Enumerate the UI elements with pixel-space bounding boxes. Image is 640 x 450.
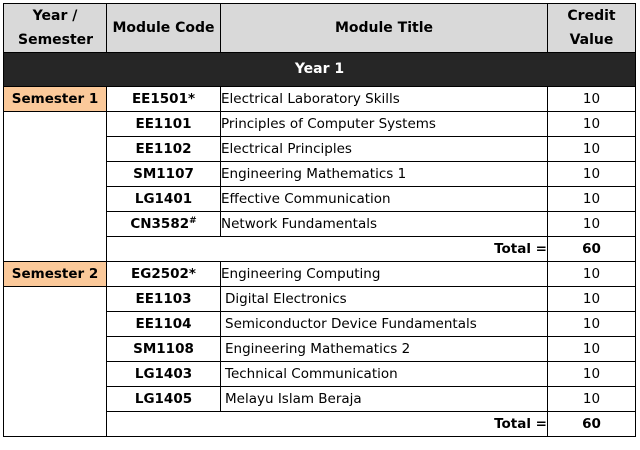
table-row [4,262,636,287]
year-row [4,53,636,87]
year-label: Year 1 [4,53,636,87]
module-title: Effective Communication [221,187,548,212]
total-label: Total = [107,412,548,437]
module-title: Network Fundamentals [221,212,548,237]
module-credit: 10 [548,262,636,287]
semester-label: Semester 1 [4,87,107,112]
module-title: Electrical Laboratory Skills [221,87,548,112]
total-value: 60 [548,237,636,262]
module-code-mark: * [187,91,196,107]
module-code: EE1103 [107,287,221,312]
module-code: LG1401 [107,187,221,212]
table-header-row [4,4,636,53]
table-row [4,112,636,137]
module-code: SM1108 [107,337,221,362]
module-credit: 10 [548,337,636,362]
module-code: LG1405 [107,387,221,412]
module-title: Principles of Computer Systems [221,112,548,137]
module-code-text: EE1501 [131,91,188,107]
module-code: EE1102 [107,137,221,162]
module-credit: 10 [548,287,636,312]
module-credit: 10 [548,187,636,212]
module-credit: 10 [548,312,636,337]
module-credit: 10 [548,362,636,387]
header-credit-value: Credit Value [548,4,636,53]
module-code [107,212,221,237]
module-credit: 10 [548,112,636,137]
module-title: Technical Communication [221,362,548,387]
semester-label: Semester 2 [4,262,107,287]
module-table [3,3,636,437]
module-code: EE1101 [107,112,221,137]
module-title: Engineering Mathematics 1 [221,162,548,187]
total-value: 60 [548,412,636,437]
semester-spacer [4,112,107,262]
semester-spacer [4,287,107,437]
module-credit: 10 [548,87,636,112]
module-code-text: CN3582 [130,216,190,232]
module-code: LG1403 [107,362,221,387]
module-code-text: EG2502 [131,266,189,282]
table-row [4,287,636,312]
module-code: EE1104 [107,312,221,337]
module-credit: 10 [548,387,636,412]
module-code [107,262,221,287]
table-row [4,87,636,112]
module-credit: 10 [548,162,636,187]
module-title: Melayu Islam Beraja [221,387,548,412]
module-title: Electrical Principles [221,137,548,162]
module-title: Engineering Computing [221,262,548,287]
module-credit: 10 [548,212,636,237]
module-title: Engineering Mathematics 2 [221,337,548,362]
module-code-mark: * [188,266,196,282]
header-year-semester: Year / Semester [4,4,107,53]
module-title: Digital Electronics [221,287,548,312]
module-code: SM1107 [107,162,221,187]
module-code-mark: # [189,216,197,226]
module-title: Semiconductor Device Fundamentals [221,312,548,337]
total-label: Total = [107,237,548,262]
module-credit: 10 [548,137,636,162]
header-module-title: Module Title [221,4,548,53]
header-module-code: Module Code [107,4,221,53]
module-code [107,87,221,112]
